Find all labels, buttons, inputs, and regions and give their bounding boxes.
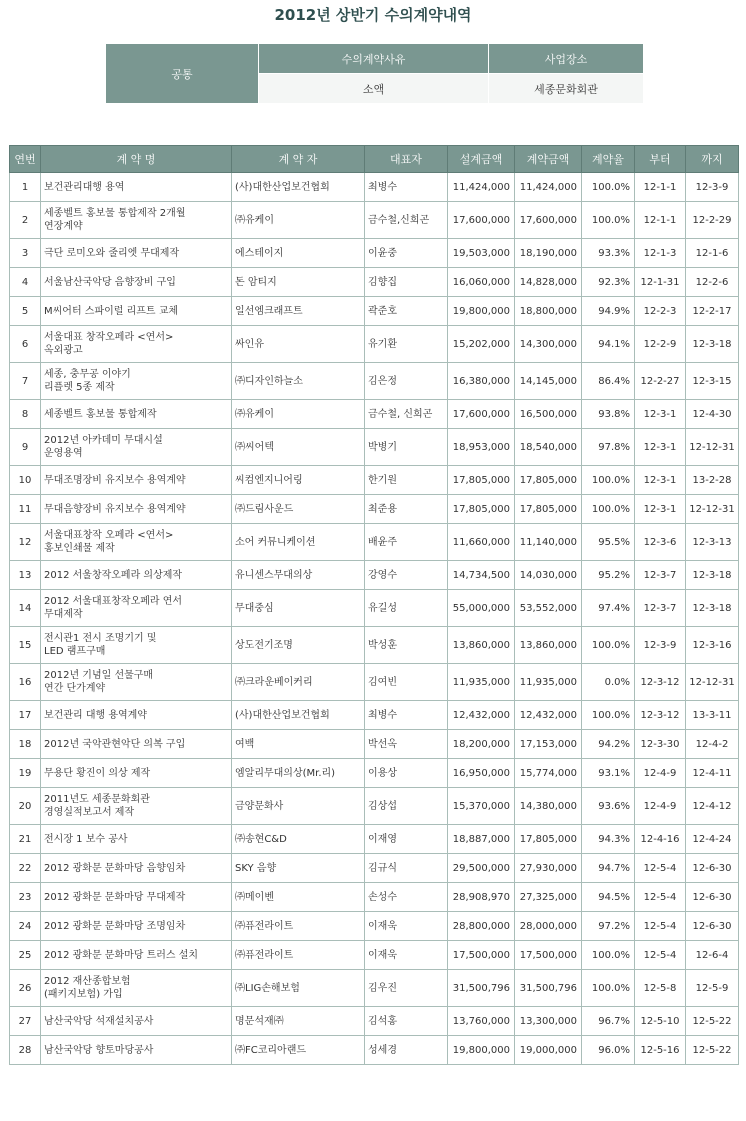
cell-contract-amount: 17,600,000	[515, 202, 582, 239]
cell-no: 3	[10, 239, 41, 268]
cell-no: 15	[10, 627, 41, 664]
cell-contractor: ㈜메이벤	[232, 883, 365, 912]
cell-to: 12-4-12	[686, 788, 739, 825]
cell-contract-amount: 13,860,000	[515, 627, 582, 664]
cell-rep: 금수철,신희곤	[365, 202, 448, 239]
cell-no: 4	[10, 268, 41, 297]
table-row	[10, 788, 739, 825]
cell-design-amount: 11,935,000	[448, 664, 515, 701]
cell-to: 12-2-29	[686, 202, 739, 239]
cell-no: 5	[10, 297, 41, 326]
cell-design-amount: 28,800,000	[448, 912, 515, 941]
col-header-contract-amount: 계약금액	[515, 146, 582, 173]
cell-from: 12-5-8	[635, 970, 686, 1007]
cell-rate: 97.8%	[582, 429, 635, 466]
cell-rate: 94.3%	[582, 825, 635, 854]
cell-rep: 김향집	[365, 268, 448, 297]
cell-rate: 86.4%	[582, 363, 635, 400]
cell-contract-amount: 31,500,796	[515, 970, 582, 1007]
cell-contractor: ㈜퓨전라이트	[232, 912, 365, 941]
cell-to: 12-12-31	[686, 495, 739, 524]
cell-rate: 96.0%	[582, 1036, 635, 1065]
cell-design-amount: 19,800,000	[448, 297, 515, 326]
cell-no: 25	[10, 941, 41, 970]
cell-design-amount: 13,860,000	[448, 627, 515, 664]
cell-from: 12-4-9	[635, 788, 686, 825]
cell-rate: 96.7%	[582, 1007, 635, 1036]
cell-from: 12-3-12	[635, 701, 686, 730]
cell-no: 23	[10, 883, 41, 912]
cell-rep: 한기원	[365, 466, 448, 495]
cell-contract-amount: 28,000,000	[515, 912, 582, 941]
cell-contractor: ㈜퓨전라이트	[232, 941, 365, 970]
cell-contractor: (사)대한산업보건협회	[232, 701, 365, 730]
cell-rep: 유길성	[365, 590, 448, 627]
col-header-rate: 계약율	[582, 146, 635, 173]
col-header-from: 부터	[635, 146, 686, 173]
cell-from: 12-4-16	[635, 825, 686, 854]
cell-contractor: ㈜씨어텍	[232, 429, 365, 466]
cell-rate: 94.2%	[582, 730, 635, 759]
cell-from: 12-2-3	[635, 297, 686, 326]
cell-no: 14	[10, 590, 41, 627]
cell-contract-amount: 17,805,000	[515, 495, 582, 524]
cell-contractor: ㈜유케이	[232, 202, 365, 239]
cell-design-amount: 17,805,000	[448, 466, 515, 495]
cell-no: 27	[10, 1007, 41, 1036]
cell-contractor: 돈 암티지	[232, 268, 365, 297]
cell-to: 12-3-16	[686, 627, 739, 664]
cell-design-amount: 17,600,000	[448, 202, 515, 239]
cell-design-amount: 16,060,000	[448, 268, 515, 297]
cell-rep: 유기환	[365, 326, 448, 363]
cell-design-amount: 55,000,000	[448, 590, 515, 627]
cell-rep: 김석홍	[365, 1007, 448, 1036]
cell-no: 20	[10, 788, 41, 825]
cell-contractor: 일선엠크래프트	[232, 297, 365, 326]
cell-rep: 김상섭	[365, 788, 448, 825]
cell-contractor: 명문석재㈜	[232, 1007, 365, 1036]
cell-rep: 최병수	[365, 173, 448, 202]
cell-rep: 이용상	[365, 759, 448, 788]
cell-name: 2012 서울창작오페라 의상제작	[41, 561, 232, 590]
cell-contract-amount: 14,300,000	[515, 326, 582, 363]
cell-design-amount: 28,908,970	[448, 883, 515, 912]
cell-rep: 강영수	[365, 561, 448, 590]
cell-rate: 93.3%	[582, 239, 635, 268]
cell-name: 2012 광화문 문화마당 트러스 설치	[41, 941, 232, 970]
cell-design-amount: 19,800,000	[448, 1036, 515, 1065]
cell-contractor: ㈜FC코리아랜드	[232, 1036, 365, 1065]
cell-name: 무대조명장비 유지보수 용역계약	[41, 466, 232, 495]
cell-contract-amount: 17,153,000	[515, 730, 582, 759]
cell-rate: 94.1%	[582, 326, 635, 363]
col-header-name: 계 약 명	[41, 146, 232, 173]
cell-no: 7	[10, 363, 41, 400]
table-row	[10, 239, 739, 268]
cell-name: M씨어터 스파이럴 리프트 교체	[41, 297, 232, 326]
table-row	[10, 854, 739, 883]
cell-contract-amount: 27,325,000	[515, 883, 582, 912]
cell-from: 12-5-16	[635, 1036, 686, 1065]
cell-to: 12-5-22	[686, 1036, 739, 1065]
cell-rate: 94.5%	[582, 883, 635, 912]
cell-contractor: 상도전기조명	[232, 627, 365, 664]
table-row	[10, 590, 739, 627]
cell-design-amount: 11,660,000	[448, 524, 515, 561]
cell-contractor: 싸인유	[232, 326, 365, 363]
cell-to: 12-4-2	[686, 730, 739, 759]
cell-to: 12-12-31	[686, 429, 739, 466]
col-header-design-amount: 설계금액	[448, 146, 515, 173]
table-row	[10, 466, 739, 495]
summary-table	[105, 43, 644, 104]
cell-from: 12-3-1	[635, 495, 686, 524]
cell-contract-amount: 14,380,000	[515, 788, 582, 825]
cell-contract-amount: 11,935,000	[515, 664, 582, 701]
cell-from: 12-3-30	[635, 730, 686, 759]
cell-to: 12-3-13	[686, 524, 739, 561]
table-row	[10, 297, 739, 326]
cell-rep: 박선옥	[365, 730, 448, 759]
cell-rate: 93.8%	[582, 400, 635, 429]
cell-no: 2	[10, 202, 41, 239]
cell-rep: 이윤중	[365, 239, 448, 268]
table-row	[10, 730, 739, 759]
cell-from: 12-3-7	[635, 561, 686, 590]
table-row	[10, 1007, 739, 1036]
cell-rate: 0.0%	[582, 664, 635, 701]
cell-to: 12-12-31	[686, 664, 739, 701]
cell-to: 12-6-30	[686, 912, 739, 941]
cell-name: 세종벨트 홍보물 통합제작	[41, 400, 232, 429]
cell-contract-amount: 14,828,000	[515, 268, 582, 297]
cell-to: 12-5-22	[686, 1007, 739, 1036]
cell-from: 12-4-9	[635, 759, 686, 788]
cell-from: 12-3-12	[635, 664, 686, 701]
table-row	[10, 825, 739, 854]
cell-no: 12	[10, 524, 41, 561]
cell-design-amount: 17,600,000	[448, 400, 515, 429]
cell-from: 12-3-1	[635, 400, 686, 429]
cell-no: 8	[10, 400, 41, 429]
cell-name: 2012년 국악관현악단 의복 구입	[41, 730, 232, 759]
cell-from: 12-3-1	[635, 466, 686, 495]
reason-header: 수의계약사유	[259, 44, 489, 74]
cell-rate: 92.3%	[582, 268, 635, 297]
cell-to: 12-2-17	[686, 297, 739, 326]
cell-name: 2012 광화문 문화마당 무대제작	[41, 883, 232, 912]
cell-name: 무대음향장비 유지보수 용역계약	[41, 495, 232, 524]
table-row	[10, 701, 739, 730]
cell-rate: 100.0%	[582, 941, 635, 970]
cell-to: 12-3-15	[686, 363, 739, 400]
table-row	[10, 429, 739, 466]
table-row	[10, 970, 739, 1007]
cell-rate: 95.2%	[582, 561, 635, 590]
cell-rep: 이재욱	[365, 912, 448, 941]
cell-from: 12-5-4	[635, 912, 686, 941]
cell-name: 2012 광화문 문화마당 조명임차	[41, 912, 232, 941]
cell-contractor: ㈜LIG손해보험	[232, 970, 365, 1007]
cell-from: 12-5-4	[635, 854, 686, 883]
cell-to: 13-2-28	[686, 466, 739, 495]
cell-rate: 93.6%	[582, 788, 635, 825]
cell-from: 12-1-31	[635, 268, 686, 297]
cell-from: 12-3-9	[635, 627, 686, 664]
table-row	[10, 400, 739, 429]
cell-contract-amount: 53,552,000	[515, 590, 582, 627]
cell-rep: 김우진	[365, 970, 448, 1007]
cell-design-amount: 14,734,500	[448, 561, 515, 590]
cell-no: 28	[10, 1036, 41, 1065]
cell-name: 세종벨트 홍보물 통합제작 2개월 연장계약	[41, 202, 232, 239]
cell-rep: 금수철, 신희곤	[365, 400, 448, 429]
cell-from: 12-1-1	[635, 202, 686, 239]
cell-from: 12-3-7	[635, 590, 686, 627]
cell-from: 12-2-9	[635, 326, 686, 363]
cell-no: 1	[10, 173, 41, 202]
cell-to: 12-4-30	[686, 400, 739, 429]
cell-name: 무용단 황진이 의상 제작	[41, 759, 232, 788]
cell-design-amount: 31,500,796	[448, 970, 515, 1007]
cell-to: 12-4-24	[686, 825, 739, 854]
contract-table	[9, 145, 739, 1065]
cell-no: 22	[10, 854, 41, 883]
table-row	[10, 495, 739, 524]
cell-no: 6	[10, 326, 41, 363]
cell-no: 26	[10, 970, 41, 1007]
cell-design-amount: 17,500,000	[448, 941, 515, 970]
cell-design-amount: 13,760,000	[448, 1007, 515, 1036]
cell-contract-amount: 11,140,000	[515, 524, 582, 561]
cell-contract-amount: 11,424,000	[515, 173, 582, 202]
table-row	[10, 912, 739, 941]
cell-no: 19	[10, 759, 41, 788]
table-row	[10, 1036, 739, 1065]
cell-from: 12-1-1	[635, 173, 686, 202]
cell-contractor: SKY 음향	[232, 854, 365, 883]
cell-no: 9	[10, 429, 41, 466]
cell-contract-amount: 19,000,000	[515, 1036, 582, 1065]
cell-no: 17	[10, 701, 41, 730]
cell-no: 18	[10, 730, 41, 759]
cell-no: 24	[10, 912, 41, 941]
cell-design-amount: 18,953,000	[448, 429, 515, 466]
cell-name: 보건관리 대행 용역계약	[41, 701, 232, 730]
cell-rep: 배윤주	[365, 524, 448, 561]
cell-to: 12-6-30	[686, 883, 739, 912]
cell-to: 12-3-18	[686, 590, 739, 627]
cell-name: 2012 재산종합보험 (패키지보험) 가입	[41, 970, 232, 1007]
cell-contract-amount: 14,030,000	[515, 561, 582, 590]
cell-design-amount: 12,432,000	[448, 701, 515, 730]
cell-rep: 이재욱	[365, 941, 448, 970]
cell-contractor: 에스테이지	[232, 239, 365, 268]
cell-design-amount: 17,805,000	[448, 495, 515, 524]
cell-rate: 100.0%	[582, 495, 635, 524]
cell-design-amount: 16,380,000	[448, 363, 515, 400]
cell-name: 2011년도 세종문화회관 경영실적보고서 제작	[41, 788, 232, 825]
place-value: 세종문화회관	[489, 74, 644, 104]
cell-contractor: ㈜유케이	[232, 400, 365, 429]
table-row	[10, 561, 739, 590]
cell-to: 12-3-18	[686, 561, 739, 590]
cell-rate: 94.7%	[582, 854, 635, 883]
cell-no: 21	[10, 825, 41, 854]
cell-design-amount: 15,370,000	[448, 788, 515, 825]
cell-name: 서울대표창작 오페라 <연서> 홍보인쇄물 제작	[41, 524, 232, 561]
cell-no: 11	[10, 495, 41, 524]
cell-name: 2012 광화문 문화마당 음향임차	[41, 854, 232, 883]
place-header: 사업장소	[489, 44, 644, 74]
cell-rate: 94.9%	[582, 297, 635, 326]
cell-name: 서울대표 창작오페라 <연서> 옥외광고	[41, 326, 232, 363]
cell-rep: 최준용	[365, 495, 448, 524]
cell-design-amount: 29,500,000	[448, 854, 515, 883]
cell-contractor: ㈜드림사운드	[232, 495, 365, 524]
cell-contract-amount: 14,145,000	[515, 363, 582, 400]
cell-contractor: ㈜디자인하늘소	[232, 363, 365, 400]
cell-rep: 김규식	[365, 854, 448, 883]
cell-to: 12-6-30	[686, 854, 739, 883]
cell-rep: 이재영	[365, 825, 448, 854]
cell-design-amount: 18,200,000	[448, 730, 515, 759]
reason-value: 소액	[259, 74, 489, 104]
cell-name: 서울남산국악당 음향장비 구입	[41, 268, 232, 297]
cell-contract-amount: 18,800,000	[515, 297, 582, 326]
table-row	[10, 627, 739, 664]
cell-contract-amount: 17,500,000	[515, 941, 582, 970]
table-row	[10, 883, 739, 912]
cell-from: 12-1-3	[635, 239, 686, 268]
cell-name: 2012년 아카데미 무대시설 운영용역	[41, 429, 232, 466]
cell-to: 12-2-6	[686, 268, 739, 297]
cell-rate: 100.0%	[582, 173, 635, 202]
cell-rate: 93.1%	[582, 759, 635, 788]
cell-contract-amount: 18,190,000	[515, 239, 582, 268]
cell-from: 12-5-4	[635, 941, 686, 970]
cell-no: 16	[10, 664, 41, 701]
cell-to: 13-3-11	[686, 701, 739, 730]
cell-to: 12-6-4	[686, 941, 739, 970]
cell-contract-amount: 17,805,000	[515, 466, 582, 495]
cell-no: 13	[10, 561, 41, 590]
cell-rate: 100.0%	[582, 466, 635, 495]
cell-rep: 김은정	[365, 363, 448, 400]
cell-contractor: 유니센스무대의상	[232, 561, 365, 590]
cell-rep: 박병기	[365, 429, 448, 466]
cell-no: 10	[10, 466, 41, 495]
cell-contract-amount: 17,805,000	[515, 825, 582, 854]
cell-from: 12-3-6	[635, 524, 686, 561]
cell-design-amount: 16,950,000	[448, 759, 515, 788]
cell-rate: 97.4%	[582, 590, 635, 627]
table-row	[10, 664, 739, 701]
cell-to: 12-1-6	[686, 239, 739, 268]
cell-to: 12-4-11	[686, 759, 739, 788]
cell-name: 보건관리대행 용역	[41, 173, 232, 202]
cell-name: 남산국악당 향토마당공사	[41, 1036, 232, 1065]
cell-to: 12-3-9	[686, 173, 739, 202]
cell-contract-amount: 27,930,000	[515, 854, 582, 883]
cell-name: 세종, 충무공 이야기 리플렛 5종 제작	[41, 363, 232, 400]
cell-contractor: 소어 커뮤니케이션	[232, 524, 365, 561]
cell-rep: 곽준호	[365, 297, 448, 326]
table-row	[10, 268, 739, 297]
cell-design-amount: 19,503,000	[448, 239, 515, 268]
cell-from: 12-5-10	[635, 1007, 686, 1036]
cell-rep: 김여빈	[365, 664, 448, 701]
cell-contractor: ㈜크라운베이커리	[232, 664, 365, 701]
cell-rate: 100.0%	[582, 202, 635, 239]
cell-rate: 97.2%	[582, 912, 635, 941]
cell-name: 전시장 1 보수 공사	[41, 825, 232, 854]
cell-contractor: 무대중심	[232, 590, 365, 627]
cell-contract-amount: 16,500,000	[515, 400, 582, 429]
cell-rep: 박성훈	[365, 627, 448, 664]
table-row	[10, 363, 739, 400]
cell-rep: 성세경	[365, 1036, 448, 1065]
cell-rate: 100.0%	[582, 701, 635, 730]
col-header-rep: 대표자	[365, 146, 448, 173]
cell-contract-amount: 13,300,000	[515, 1007, 582, 1036]
col-header-no: 연번	[10, 146, 41, 173]
table-row	[10, 326, 739, 363]
page-title: 2012년 상반기 수의계약내역	[274, 6, 472, 24]
col-header-to: 까지	[686, 146, 739, 173]
cell-name: 전시관1 전시 조명기기 및 LED 램프구매	[41, 627, 232, 664]
cell-design-amount: 15,202,000	[448, 326, 515, 363]
cell-from: 12-5-4	[635, 883, 686, 912]
cell-design-amount: 18,887,000	[448, 825, 515, 854]
table-row	[10, 524, 739, 561]
cell-rep: 손성수	[365, 883, 448, 912]
cell-contractor: 씨컴엔지니어링	[232, 466, 365, 495]
cell-contractor: ㈜송현C&D	[232, 825, 365, 854]
cell-contractor: 금양문화사	[232, 788, 365, 825]
cell-from: 12-3-1	[635, 429, 686, 466]
cell-name: 극단 로미오와 줄리엣 무대제작	[41, 239, 232, 268]
cell-design-amount: 11,424,000	[448, 173, 515, 202]
cell-contractor: 엠알리무대의상(Mr.리)	[232, 759, 365, 788]
common-label: 공통	[106, 44, 259, 104]
table-row	[10, 202, 739, 239]
cell-to: 12-5-9	[686, 970, 739, 1007]
cell-contract-amount: 15,774,000	[515, 759, 582, 788]
cell-contractor: 여백	[232, 730, 365, 759]
table-row	[10, 173, 739, 202]
cell-contractor: (사)대한산업보건협회	[232, 173, 365, 202]
table-row	[10, 759, 739, 788]
cell-rate: 95.5%	[582, 524, 635, 561]
cell-contract-amount: 18,540,000	[515, 429, 582, 466]
header-row	[10, 146, 739, 173]
cell-rep: 최병수	[365, 701, 448, 730]
cell-from: 12-2-27	[635, 363, 686, 400]
cell-rate: 100.0%	[582, 627, 635, 664]
table-row	[10, 941, 739, 970]
cell-name: 2012 서울대표창작오페라 연서 무대제작	[41, 590, 232, 627]
cell-name: 남산국악당 석재설치공사	[41, 1007, 232, 1036]
col-header-contractor: 계 약 자	[232, 146, 365, 173]
cell-contract-amount: 12,432,000	[515, 701, 582, 730]
cell-rate: 100.0%	[582, 970, 635, 1007]
cell-to: 12-3-18	[686, 326, 739, 363]
cell-name: 2012년 기념일 선물구매 연간 단가계약	[41, 664, 232, 701]
